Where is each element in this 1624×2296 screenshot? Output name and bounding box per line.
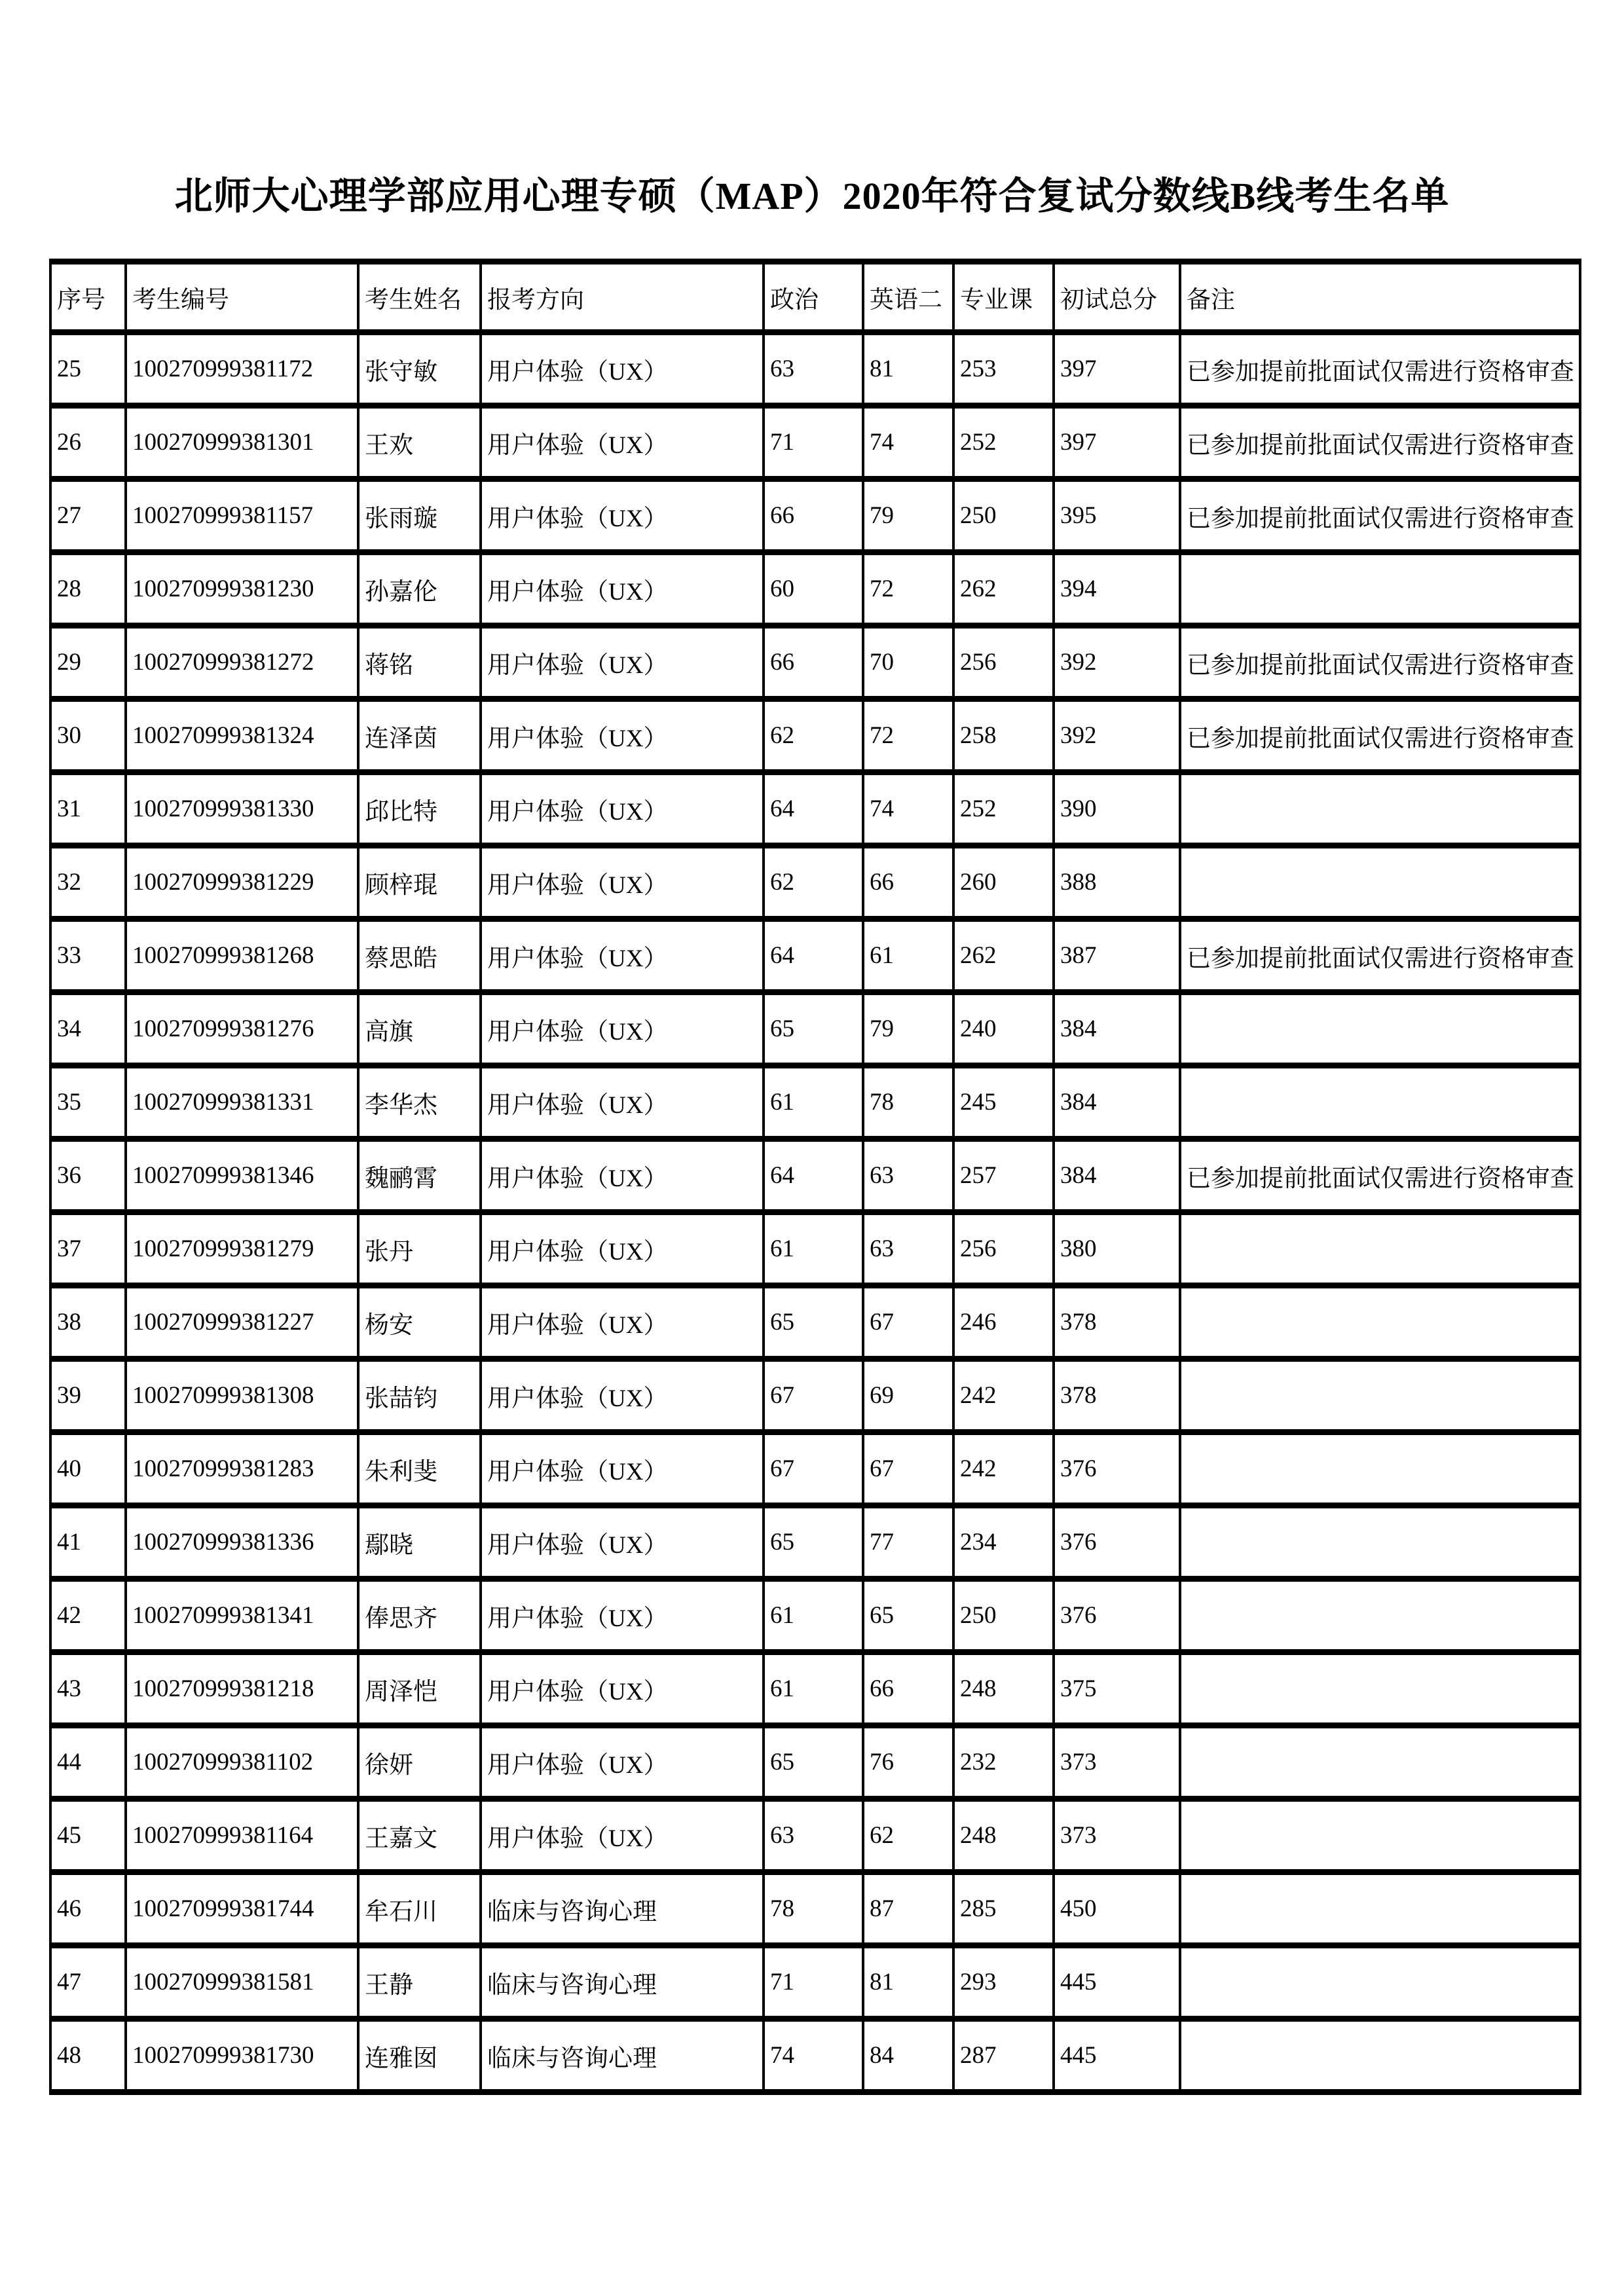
direction-cell: 用户体验（UX） (481, 1359, 764, 1432)
major-score-cell: 287 (953, 2019, 1054, 2092)
english-score-cell: 74 (863, 773, 953, 846)
remark-cell (1180, 993, 1580, 1066)
id-cell: 100270999381308 (126, 1359, 358, 1432)
serial-cell: 45 (50, 1799, 126, 1872)
table-row (50, 1212, 1580, 1286)
politics-score-cell: 78 (764, 1872, 863, 1946)
english-score-cell: 65 (863, 1579, 953, 1652)
remark-cell (1180, 1066, 1580, 1139)
name-cell: 李华杰 (358, 1066, 481, 1139)
total-score-cell: 375 (1054, 1652, 1180, 1726)
remark-cell (1180, 1212, 1580, 1286)
remark-cell: 已参加提前批面试仅需进行资格审查 (1180, 699, 1580, 773)
id-cell: 100270999381272 (126, 626, 358, 699)
major-score-cell: 232 (953, 1726, 1054, 1799)
major-score-cell: 256 (953, 626, 1054, 699)
serial-cell: 32 (50, 846, 126, 919)
table-row (50, 626, 1580, 699)
name-cell: 王欢 (358, 406, 481, 479)
direction-cell: 用户体验（UX） (481, 406, 764, 479)
direction-cell: 用户体验（UX） (481, 1212, 764, 1286)
id-cell: 100270999381330 (126, 773, 358, 846)
id-cell: 100270999381331 (126, 1066, 358, 1139)
english-score-cell: 67 (863, 1432, 953, 1506)
total-score-cell: 373 (1054, 1726, 1180, 1799)
id-cell: 100270999381218 (126, 1652, 358, 1726)
remark-cell (1180, 1652, 1580, 1726)
id-cell: 100270999381276 (126, 993, 358, 1066)
english-score-cell: 67 (863, 1286, 953, 1359)
name-cell: 俸思齐 (358, 1579, 481, 1652)
name-cell: 朱利斐 (358, 1432, 481, 1506)
major-score-cell: 258 (953, 699, 1054, 773)
total-score-cell: 395 (1054, 479, 1180, 553)
total-score-cell: 392 (1054, 626, 1180, 699)
direction-cell: 用户体验（UX） (481, 1726, 764, 1799)
serial-cell: 27 (50, 479, 126, 553)
total-score-cell: 378 (1054, 1359, 1180, 1432)
serial-cell: 34 (50, 993, 126, 1066)
table-row (50, 1359, 1580, 1432)
remark-cell: 已参加提前批面试仅需进行资格审查 (1180, 406, 1580, 479)
total-score-cell: 384 (1054, 993, 1180, 1066)
politics-score-cell: 61 (764, 1212, 863, 1286)
remark-cell (1180, 1432, 1580, 1506)
table-row (50, 1066, 1580, 1139)
id-cell: 100270999381581 (126, 1946, 358, 2019)
politics-score-cell: 64 (764, 919, 863, 993)
politics-score-cell: 62 (764, 699, 863, 773)
major-score-cell: 248 (953, 1652, 1054, 1726)
major-score-cell: 285 (953, 1872, 1054, 1946)
remark-cell (1180, 553, 1580, 626)
name-cell: 张喆钧 (358, 1359, 481, 1432)
serial-cell: 26 (50, 406, 126, 479)
direction-cell: 用户体验（UX） (481, 1432, 764, 1506)
serial-cell: 36 (50, 1139, 126, 1212)
name-cell: 蔡思皓 (358, 919, 481, 993)
table-row (50, 1652, 1580, 1726)
politics-score-cell: 67 (764, 1432, 863, 1506)
column-header-direction: 报考方向 (481, 262, 764, 333)
table-row (50, 1432, 1580, 1506)
politics-score-cell: 62 (764, 846, 863, 919)
politics-score-cell: 65 (764, 993, 863, 1066)
remark-cell (1180, 1799, 1580, 1872)
name-cell: 杨安 (358, 1286, 481, 1359)
serial-cell: 43 (50, 1652, 126, 1726)
id-cell: 100270999381229 (126, 846, 358, 919)
column-header-total: 初试总分 (1054, 262, 1180, 333)
remark-cell: 已参加提前批面试仅需进行资格审查 (1180, 333, 1580, 406)
major-score-cell: 245 (953, 1066, 1054, 1139)
remark-cell: 已参加提前批面试仅需进行资格审查 (1180, 1139, 1580, 1212)
id-cell: 100270999381164 (126, 1799, 358, 1872)
total-score-cell: 373 (1054, 1799, 1180, 1872)
politics-score-cell: 61 (764, 1652, 863, 1726)
table-row (50, 406, 1580, 479)
direction-cell: 临床与咨询心理 (481, 2019, 764, 2092)
name-cell: 徐妍 (358, 1726, 481, 1799)
major-score-cell: 242 (953, 1432, 1054, 1506)
id-cell: 100270999381102 (126, 1726, 358, 1799)
total-score-cell: 397 (1054, 406, 1180, 479)
id-cell: 100270999381268 (126, 919, 358, 993)
direction-cell: 用户体验（UX） (481, 333, 764, 406)
column-header-remark: 备注 (1180, 262, 1580, 333)
direction-cell: 用户体验（UX） (481, 1506, 764, 1579)
politics-score-cell: 71 (764, 406, 863, 479)
name-cell: 鄢晓 (358, 1506, 481, 1579)
id-cell: 100270999381301 (126, 406, 358, 479)
direction-cell: 临床与咨询心理 (481, 1872, 764, 1946)
remark-cell (1180, 2019, 1580, 2092)
politics-score-cell: 64 (764, 1139, 863, 1212)
total-score-cell: 380 (1054, 1212, 1180, 1286)
english-score-cell: 79 (863, 993, 953, 1066)
direction-cell: 用户体验（UX） (481, 993, 764, 1066)
direction-cell: 用户体验（UX） (481, 1579, 764, 1652)
table-row (50, 1286, 1580, 1359)
direction-cell: 用户体验（UX） (481, 1139, 764, 1212)
remark-cell: 已参加提前批面试仅需进行资格审查 (1180, 919, 1580, 993)
candidates-table (49, 259, 1581, 2095)
politics-score-cell: 66 (764, 626, 863, 699)
name-cell: 张丹 (358, 1212, 481, 1286)
major-score-cell: 262 (953, 919, 1054, 993)
name-cell: 牟石川 (358, 1872, 481, 1946)
name-cell: 魏鹂霄 (358, 1139, 481, 1212)
total-score-cell: 445 (1054, 2019, 1180, 2092)
id-cell: 100270999381730 (126, 2019, 358, 2092)
major-score-cell: 250 (953, 1579, 1054, 1652)
name-cell: 邱比特 (358, 773, 481, 846)
name-cell: 王静 (358, 1946, 481, 2019)
column-header-english: 英语二 (863, 262, 953, 333)
serial-cell: 35 (50, 1066, 126, 1139)
major-score-cell: 242 (953, 1359, 1054, 1432)
direction-cell: 临床与咨询心理 (481, 1946, 764, 2019)
total-score-cell: 384 (1054, 1066, 1180, 1139)
english-score-cell: 79 (863, 479, 953, 553)
remark-cell (1180, 1872, 1580, 1946)
politics-score-cell: 65 (764, 1286, 863, 1359)
table-row (50, 2019, 1580, 2092)
politics-score-cell: 74 (764, 2019, 863, 2092)
direction-cell: 用户体验（UX） (481, 1286, 764, 1359)
serial-cell: 37 (50, 1212, 126, 1286)
total-score-cell: 376 (1054, 1579, 1180, 1652)
direction-cell: 用户体验（UX） (481, 919, 764, 993)
column-header-name: 考生姓名 (358, 262, 481, 333)
english-score-cell: 72 (863, 553, 953, 626)
id-cell: 100270999381744 (126, 1872, 358, 1946)
serial-cell: 46 (50, 1872, 126, 1946)
direction-cell: 用户体验（UX） (481, 773, 764, 846)
total-score-cell: 384 (1054, 1139, 1180, 1212)
name-cell: 高旗 (358, 993, 481, 1066)
politics-score-cell: 61 (764, 1066, 863, 1139)
table-row (50, 1726, 1580, 1799)
table-row (50, 1139, 1580, 1212)
serial-cell: 30 (50, 699, 126, 773)
serial-cell: 38 (50, 1286, 126, 1359)
remark-cell: 已参加提前批面试仅需进行资格审查 (1180, 626, 1580, 699)
table-row (50, 1579, 1580, 1652)
table-row (50, 846, 1580, 919)
id-cell: 100270999381341 (126, 1579, 358, 1652)
total-score-cell: 390 (1054, 773, 1180, 846)
id-cell: 100270999381172 (126, 333, 358, 406)
direction-cell: 用户体验（UX） (481, 479, 764, 553)
total-score-cell: 376 (1054, 1506, 1180, 1579)
remark-cell (1180, 1359, 1580, 1432)
serial-cell: 25 (50, 333, 126, 406)
name-cell: 顾梓琨 (358, 846, 481, 919)
remark-cell (1180, 1946, 1580, 2019)
english-score-cell: 78 (863, 1066, 953, 1139)
table-row (50, 993, 1580, 1066)
politics-score-cell: 63 (764, 1799, 863, 1872)
direction-cell: 用户体验（UX） (481, 553, 764, 626)
english-score-cell: 77 (863, 1506, 953, 1579)
name-cell: 连泽茵 (358, 699, 481, 773)
remark-cell (1180, 773, 1580, 846)
english-score-cell: 66 (863, 1652, 953, 1726)
serial-cell: 28 (50, 553, 126, 626)
major-score-cell: 293 (953, 1946, 1054, 2019)
english-score-cell: 61 (863, 919, 953, 993)
id-cell: 100270999381336 (126, 1506, 358, 1579)
remark-cell (1180, 846, 1580, 919)
total-score-cell: 388 (1054, 846, 1180, 919)
table-row (50, 1799, 1580, 1872)
remark-cell (1180, 1726, 1580, 1799)
total-score-cell: 397 (1054, 333, 1180, 406)
english-score-cell: 72 (863, 699, 953, 773)
direction-cell: 用户体验（UX） (481, 699, 764, 773)
direction-cell: 用户体验（UX） (481, 1066, 764, 1139)
english-score-cell: 69 (863, 1359, 953, 1432)
direction-cell: 用户体验（UX） (481, 846, 764, 919)
major-score-cell: 252 (953, 773, 1054, 846)
serial-cell: 41 (50, 1506, 126, 1579)
major-score-cell: 253 (953, 333, 1054, 406)
id-cell: 100270999381230 (126, 553, 358, 626)
major-score-cell: 250 (953, 479, 1054, 553)
remark-cell (1180, 1286, 1580, 1359)
major-score-cell: 260 (953, 846, 1054, 919)
name-cell: 周泽恺 (358, 1652, 481, 1726)
name-cell: 王嘉文 (358, 1799, 481, 1872)
id-cell: 100270999381157 (126, 479, 358, 553)
politics-score-cell: 64 (764, 773, 863, 846)
id-cell: 100270999381279 (126, 1212, 358, 1286)
major-score-cell: 240 (953, 993, 1054, 1066)
major-score-cell: 234 (953, 1506, 1054, 1579)
table-row (50, 553, 1580, 626)
total-score-cell: 450 (1054, 1872, 1180, 1946)
id-cell: 100270999381227 (126, 1286, 358, 1359)
serial-cell: 39 (50, 1359, 126, 1432)
remark-cell (1180, 1506, 1580, 1579)
major-score-cell: 246 (953, 1286, 1054, 1359)
serial-cell: 31 (50, 773, 126, 846)
column-header-politics: 政治 (764, 262, 863, 333)
id-cell: 100270999381283 (126, 1432, 358, 1506)
english-score-cell: 63 (863, 1139, 953, 1212)
table-row (50, 479, 1580, 553)
english-score-cell: 66 (863, 846, 953, 919)
table-row (50, 919, 1580, 993)
serial-cell: 48 (50, 2019, 126, 2092)
table-row (50, 333, 1580, 406)
english-score-cell: 74 (863, 406, 953, 479)
english-score-cell: 81 (863, 1946, 953, 2019)
english-score-cell: 63 (863, 1212, 953, 1286)
table-row (50, 699, 1580, 773)
name-cell: 蒋铭 (358, 626, 481, 699)
table-header-row (50, 262, 1580, 333)
total-score-cell: 387 (1054, 919, 1180, 993)
table-body (50, 333, 1580, 2092)
serial-cell: 33 (50, 919, 126, 993)
english-score-cell: 84 (863, 2019, 953, 2092)
serial-cell: 42 (50, 1579, 126, 1652)
major-score-cell: 262 (953, 553, 1054, 626)
politics-score-cell: 61 (764, 1579, 863, 1652)
english-score-cell: 70 (863, 626, 953, 699)
major-score-cell: 252 (953, 406, 1054, 479)
serial-cell: 29 (50, 626, 126, 699)
english-score-cell: 76 (863, 1726, 953, 1799)
direction-cell: 用户体验（UX） (481, 1799, 764, 1872)
total-score-cell: 378 (1054, 1286, 1180, 1359)
total-score-cell: 445 (1054, 1946, 1180, 2019)
name-cell: 孙嘉伦 (358, 553, 481, 626)
serial-cell: 40 (50, 1432, 126, 1506)
page-title: 北师大心理学部应用心理专硕（MAP）2020年符合复试分数线B线考生名单 (174, 175, 1450, 217)
politics-score-cell: 63 (764, 333, 863, 406)
column-header-major: 专业课 (953, 262, 1054, 333)
direction-cell: 用户体验（UX） (481, 626, 764, 699)
column-header-serial: 序号 (50, 262, 126, 333)
table-row (50, 1506, 1580, 1579)
major-score-cell: 248 (953, 1799, 1054, 1872)
politics-score-cell: 65 (764, 1506, 863, 1579)
politics-score-cell: 65 (764, 1726, 863, 1799)
politics-score-cell: 66 (764, 479, 863, 553)
major-score-cell: 256 (953, 1212, 1054, 1286)
serial-cell: 47 (50, 1946, 126, 2019)
table-row (50, 1872, 1580, 1946)
politics-score-cell: 60 (764, 553, 863, 626)
name-cell: 张守敏 (358, 333, 481, 406)
politics-score-cell: 67 (764, 1359, 863, 1432)
major-score-cell: 257 (953, 1139, 1054, 1212)
name-cell: 连雅囡 (358, 2019, 481, 2092)
table-row (50, 1946, 1580, 2019)
english-score-cell: 87 (863, 1872, 953, 1946)
total-score-cell: 394 (1054, 553, 1180, 626)
id-cell: 100270999381324 (126, 699, 358, 773)
table-row (50, 773, 1580, 846)
total-score-cell: 376 (1054, 1432, 1180, 1506)
remark-cell: 已参加提前批面试仅需进行资格审查 (1180, 479, 1580, 553)
remark-cell (1180, 1579, 1580, 1652)
english-score-cell: 81 (863, 333, 953, 406)
serial-cell: 44 (50, 1726, 126, 1799)
direction-cell: 用户体验（UX） (481, 1652, 764, 1726)
politics-score-cell: 71 (764, 1946, 863, 2019)
total-score-cell: 392 (1054, 699, 1180, 773)
english-score-cell: 62 (863, 1799, 953, 1872)
id-cell: 100270999381346 (126, 1139, 358, 1212)
column-header-id: 考生编号 (126, 262, 358, 333)
name-cell: 张雨璇 (358, 479, 481, 553)
